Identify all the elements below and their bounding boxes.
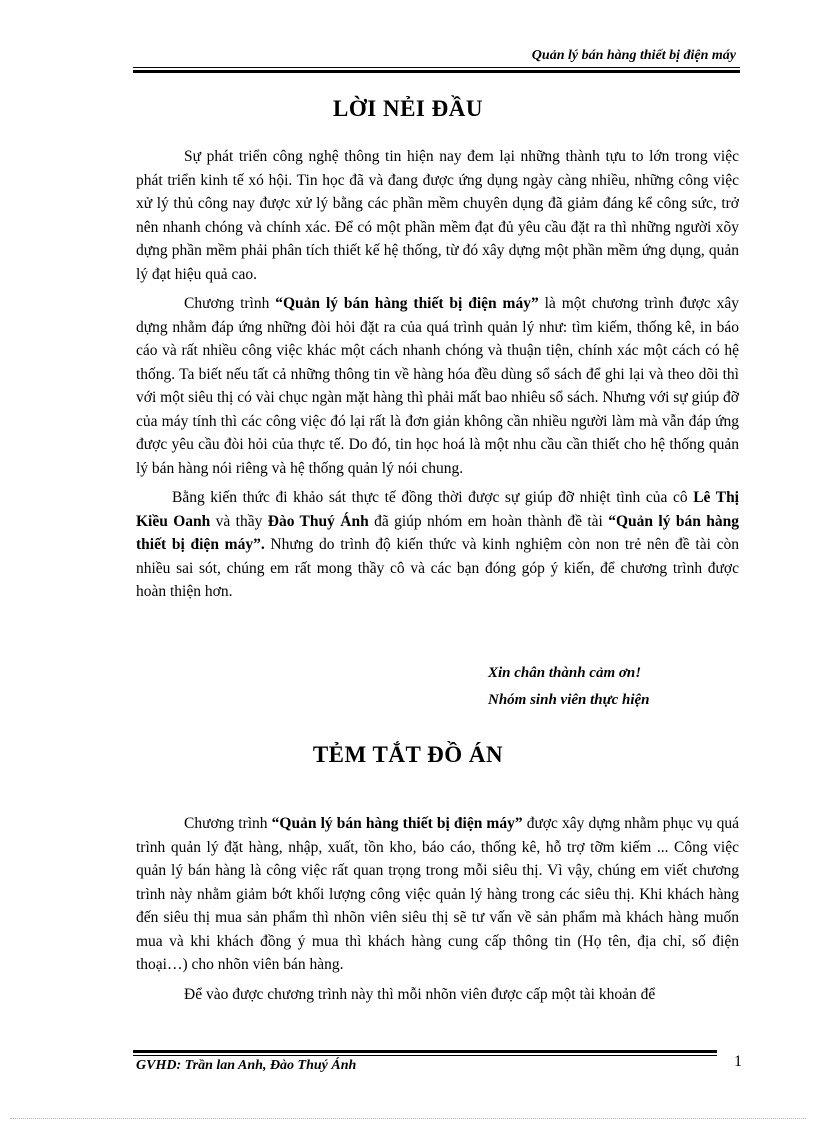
thanks-line: Xin chân thành cảm ơn! <box>488 665 642 681</box>
bold-name: Đào Thuý Ánh <box>267 512 369 530</box>
text-run: và thầy <box>210 512 268 530</box>
signature-line: Nhóm sinh viên thực hiện <box>488 692 650 708</box>
text-run: được xây dựng nhằm phục vụ quá trình quản lý đặt hàng, nhập, xuất, tồn kho, báo cáo, thống kê, hỗ trợ tỡm kiếm ... Công việc quản lý bán hàng là công việc rất quan trọng trong mỗi siêu thị. Vì vậy, chúng em viết chương trình này nhằm giảm bớt khối lượng công việc quản lý hàng trong các siêu thị. Khi khách hàng đến siêu thị mua sản phẩm thì nhõn viên siêu thị sẽ tư vấn về sản phẩm mà khách hàng muốn mua và khi khách đồng ý mua thì khách hàng cung cấp thông tin (Họ tên, địa chỉ, số điện thoại…) cho nhõn viên bán hàng. <box>136 815 740 973</box>
preface-paragraph-2 <box>136 292 739 480</box>
text-run: Chương trình <box>184 815 272 832</box>
preface-body <box>136 145 739 610</box>
header-title: Quản lý bán hàng thiết bị điện máy <box>531 48 736 63</box>
bold-title: “Quản lý bán hàng thiết bị điện máy”. <box>136 512 739 553</box>
summary-paragraph-2: Để vào được chương trình này thì mỗi nhõn viên được cấp một tài khoản để <box>184 985 656 1003</box>
text-run: là một chương trình được xây dựng nhằm đáp ứng những đòi hỏi đặt ra của quá trình quản lý như: tìm kiếm, thống kê, in báo cáo và rất nhiều công việc khác một cách nhanh chóng và thuận tiện, chính xác một cách có hệ thống. Ta biết nếu tất cả những thông tin về hàng hóa đều dùng sổ sách để ghi lại và theo dõi thì với một siêu thị có vài chục ngàn mặt hàng thì phải mất bao nhiêu sổ sách. Nhưng với sự giúp đỡ của máy tính thì các công việc đó lại rất là đơn giản không cần nhiều người làm mà vẫn đáp ứng được yêu cầu đòi hỏi của thực tế. Do đó, tin học hoá là một nhu cầu cần thiết cho hệ thống quản lý bán hàng nói riêng và hệ thống quản lý nói chung. <box>136 295 739 477</box>
text-run: Chương trình <box>184 295 276 312</box>
section-heading-preface: LỜI NẺI ĐẦU <box>333 96 483 121</box>
summary-body <box>136 812 739 1012</box>
footer-advisor: GVHD: Trần lan Anh, Đào Thuý Ánh <box>136 1058 357 1073</box>
text-run: đã giúp nhóm em hoàn thành đề tài <box>368 512 609 530</box>
text-run: Bằng kiến thức đi khảo sát thực tế đồng thời được sự giúp đỡ nhiệt tình của cô <box>172 489 694 506</box>
preface-paragraph-1: Sự phát triển công nghệ thông tin hiện nay đem lại những thành tựu to lớn trong việc phát triển kinh tế xó hội. Tin học đã và đang được ứng dụng ngày càng nhiều, những công việc xử lý thủ công nay được xử lý bằng các phần mềm chuyên dụng đã giảm đáng kể công sức, trở nên nhanh chóng và chính xác. Để có một phần mềm đạt đủ yêu cầu đặt ra thì những người xõy dựng phần mềm phải phân tích thiết kế hệ thống, từ đó xây dựng một phần mềm ứng dụng, quản lý đạt hiệu quả cao. <box>136 148 739 283</box>
preface-paragraph-3 <box>136 486 739 604</box>
bold-title: “Quản lý bán hàng thiết bị điện máy” <box>271 815 523 832</box>
header-rule-thick <box>133 70 740 73</box>
page-edge-divider <box>10 1118 806 1119</box>
footer-rule-thick <box>133 1050 717 1053</box>
page-number: 1 <box>734 1053 742 1070</box>
text-run: Nhưng do trình độ kiến thức và kinh nghiệm còn non trẻ nên đề tài còn nhiều sai sót, chúng em rất mong thầy cô và các bạn đóng góp ý kiến, để chương trình được hoàn thiện hơn. <box>136 536 739 600</box>
bold-title: “Quản lý bán hàng thiết bị điện máy” <box>275 295 539 312</box>
bold-name: Lê Thị Kiều Oanh <box>136 489 739 530</box>
header-rule-thin <box>133 67 740 68</box>
footer-rule-thin <box>133 1055 717 1056</box>
section-heading-summary: TẺM TẮT ĐỒ ÁN <box>312 742 504 767</box>
summary-paragraph-1 <box>136 812 739 977</box>
